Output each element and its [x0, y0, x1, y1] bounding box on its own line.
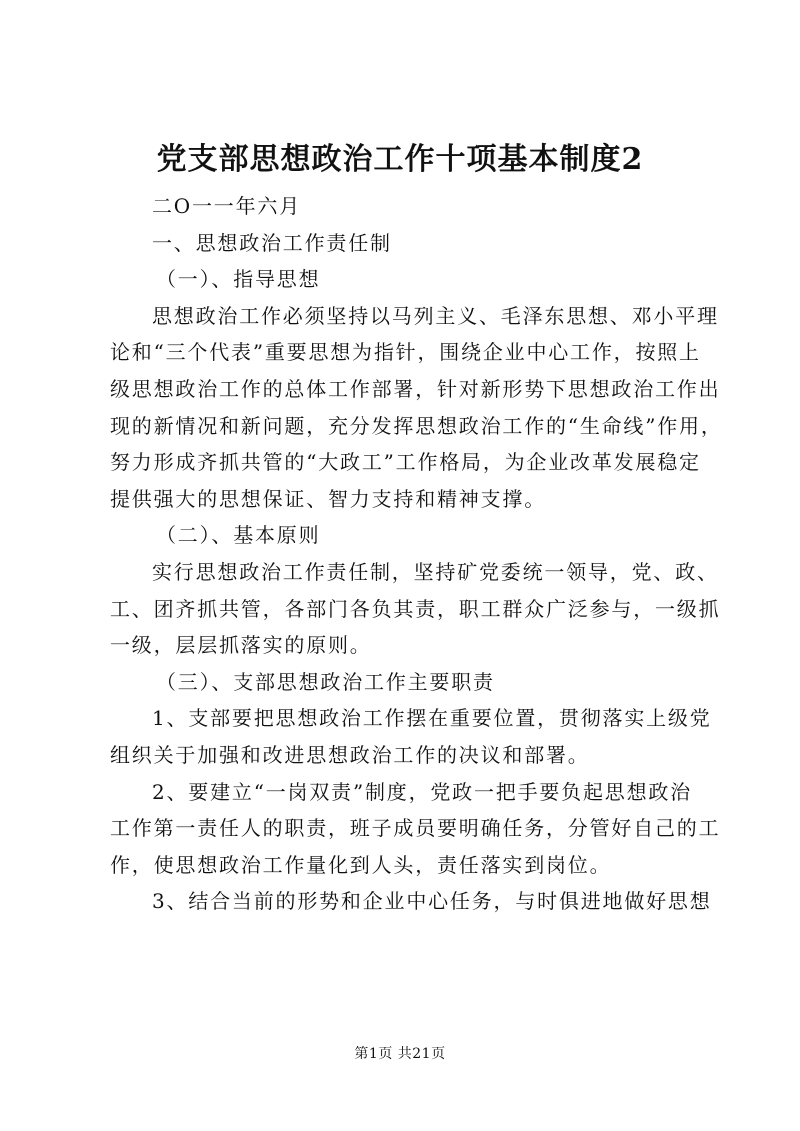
page-indicator: 第1页 共21页 [354, 1046, 446, 1062]
document-title: 党支部思想政治工作十项基本制度2 [156, 142, 644, 177]
paragraph-line: 实行思想政治工作责任制，坚持矿党委统一领导，党、政、 [152, 559, 719, 584]
paragraph-line: 提供强大的思想保证、智力支持和精神支撑。 [110, 486, 546, 511]
subsection-heading: （三）、支部思想政治工作主要职责 [156, 669, 495, 694]
subsection-heading: （一）、指导思想 [156, 267, 321, 292]
paragraph-line: 思想政治工作必须坚持以马列主义、毛泽东思想、邓小平理 [152, 303, 719, 328]
paragraph-line: 级思想政治工作的总体工作部署，针对新形势下思想政治工作出 [110, 376, 721, 401]
document-body [110, 188, 723, 920]
paragraph-line: 1、支部要把思想政治工作摆在重要位置，贯彻落实上级党 [152, 706, 712, 731]
paragraph-line: 现的新情况和新问题，充分发挥思想政治工作的“生命线”作用， [110, 413, 723, 438]
date-line: 二O一一年六月 [152, 194, 301, 218]
paragraph-line: 努力形成齐抓共管的“大政工”工作格局，为企业改革发展稳定 [110, 450, 701, 475]
paragraph-line: 工、团齐抓共管，各部门各负其责，职工群众广泛参与，一级抓 [110, 596, 721, 621]
paragraph-line: 工作第一责任人的职责，班子成员要明确任务，分管好自己的工 [110, 816, 721, 841]
subsection-heading: （二）、基本原则 [156, 523, 321, 548]
paragraph-line: 作，使思想政治工作量化到人头，责任落实到岗位。 [110, 852, 612, 877]
paragraph-line: 组织关于加强和改进思想政治工作的决议和部署。 [110, 742, 590, 767]
paragraph-line: 3、结合当前的形势和企业中心任务，与时俱进地做好思想 [152, 889, 712, 914]
paragraph-line: 一级，层层抓落实的原则。 [110, 633, 372, 658]
section-heading: 一、思想政治工作责任制 [152, 230, 392, 255]
paragraph-line: 论和“三个代表”重要思想为指针，围绕企业中心工作，按照上 [110, 340, 701, 365]
paragraph-line: 2、要建立“一岗双责”制度，党政一把手要负起思想政治 [152, 779, 692, 804]
